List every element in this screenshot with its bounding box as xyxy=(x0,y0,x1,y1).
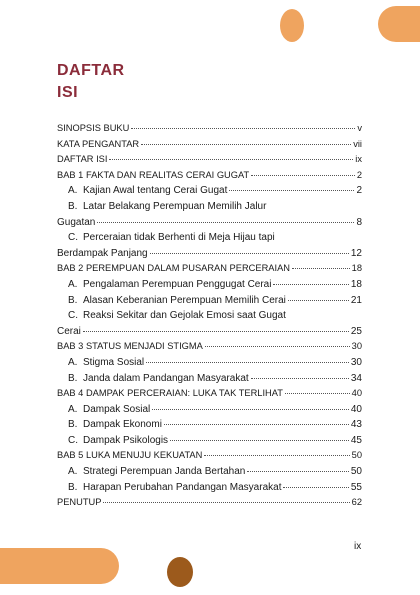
toc-entry[interactable] xyxy=(57,357,362,373)
toc-entry[interactable] xyxy=(57,373,362,389)
page-title xyxy=(57,60,125,104)
toc-dot-leader xyxy=(131,128,355,129)
toc-entry-letter: C. xyxy=(68,434,78,446)
toc-row xyxy=(57,404,362,420)
toc-dot-leader xyxy=(229,190,354,191)
title-line-2: ISI xyxy=(57,84,79,101)
toc-dot-leader xyxy=(247,471,349,472)
toc-entry[interactable] xyxy=(57,404,362,420)
toc-entry[interactable] xyxy=(57,185,362,201)
toc-entry[interactable] xyxy=(57,450,362,466)
toc-entry-label: Gugatan xyxy=(57,216,96,228)
page-number: ix xyxy=(354,541,362,552)
toc-dot-leader xyxy=(283,487,348,488)
toc-entry-label: BAB 2 PEREMPUAN DALAM PUSARAN PERCERAIAN xyxy=(57,263,290,274)
toc-entry-letter: A. xyxy=(68,403,78,415)
toc-row xyxy=(57,497,362,513)
toc-entry-label: Pengalaman Perempuan Penggugat Cerai xyxy=(83,278,272,290)
toc-entry-letter: B. xyxy=(68,372,78,384)
toc-entry[interactable] xyxy=(57,232,362,248)
decorative-pill-top-right xyxy=(378,6,420,42)
toc-row xyxy=(57,326,362,342)
toc-entry[interactable] xyxy=(57,482,362,498)
toc-dot-leader xyxy=(205,346,350,347)
toc-row xyxy=(57,123,362,139)
toc-entry[interactable] xyxy=(57,326,362,342)
toc-entry-label: DAFTAR ISI xyxy=(57,154,108,165)
toc-dot-leader xyxy=(97,222,354,223)
toc-entry-label: Latar Belakang Perempuan Memilih Jalur xyxy=(83,200,267,212)
toc-dot-leader xyxy=(251,378,349,379)
toc-entry-page: 50 xyxy=(350,466,362,478)
toc-entry-letter: B. xyxy=(68,200,78,212)
toc-row xyxy=(57,154,362,170)
toc-entry[interactable] xyxy=(57,341,362,357)
toc-row xyxy=(57,341,362,357)
toc-entry-label: Cerai xyxy=(57,325,81,337)
title-line-1: DAFTAR xyxy=(57,62,125,79)
toc-entry-page: 62 xyxy=(351,497,362,508)
toc-entry[interactable] xyxy=(57,263,362,279)
toc-entry-label: BAB 1 FAKTA DAN REALITAS CERAI GUGAT xyxy=(57,169,250,180)
toc-row xyxy=(57,357,362,373)
toc-dot-leader xyxy=(152,409,349,410)
toc-entry[interactable] xyxy=(57,310,362,326)
toc-entry-page: 43 xyxy=(350,419,362,431)
toc-dot-leader xyxy=(103,502,349,503)
toc-entry[interactable] xyxy=(57,497,362,513)
toc-entry-label: Stigma Sosial xyxy=(83,356,145,368)
toc-entry-label: Strategi Perempuan Janda Bertahan xyxy=(83,466,246,478)
toc-entry-label: Perceraian tidak Berhenti di Meja Hijau tapi xyxy=(83,232,275,244)
toc-entry-letter: A. xyxy=(68,466,78,478)
toc-row xyxy=(57,248,362,264)
toc-entry-label: Janda dalam Pandangan Masyarakat xyxy=(83,372,249,384)
toc-entry[interactable] xyxy=(57,170,362,186)
toc-entry-label: KATA PENGANTAR xyxy=(57,138,140,149)
toc-entry-letter: A. xyxy=(68,278,78,290)
toc-entry[interactable] xyxy=(57,154,362,170)
toc-row xyxy=(57,139,362,155)
toc-entry-letter: B. xyxy=(68,419,78,431)
toc-entry-page: 50 xyxy=(351,450,362,461)
toc-row xyxy=(57,201,362,217)
toc-row xyxy=(57,466,362,482)
toc-dot-leader xyxy=(146,362,349,363)
toc-entry[interactable] xyxy=(57,295,362,311)
toc-entry[interactable] xyxy=(57,388,362,404)
toc-dot-leader xyxy=(288,300,349,301)
toc-dot-leader xyxy=(83,331,349,332)
toc-row xyxy=(57,435,362,451)
toc-row xyxy=(57,388,362,404)
toc-entry-page: vii xyxy=(353,138,362,149)
toc-entry-page: 30 xyxy=(350,356,362,368)
toc-entry-page: 8 xyxy=(356,216,362,228)
toc-dot-leader xyxy=(273,284,348,285)
toc-dot-leader xyxy=(285,393,350,394)
toc-entry-page: 2 xyxy=(356,185,362,197)
toc-entry-letter: B. xyxy=(68,481,78,493)
toc-dot-leader xyxy=(150,253,349,254)
toc-entry[interactable] xyxy=(57,279,362,295)
toc-dot-leader xyxy=(141,144,351,145)
toc-entry-page: 25 xyxy=(350,325,362,337)
toc-entry[interactable] xyxy=(57,123,362,139)
toc-entry-page: ix xyxy=(355,154,362,165)
toc-dot-leader xyxy=(292,268,350,269)
toc-entry-label: BAB 3 STATUS MENJADI STIGMA xyxy=(57,341,203,352)
toc-row xyxy=(57,185,362,201)
toc-entry-page: 2 xyxy=(356,169,362,180)
toc-entry-label: Alasan Keberanian Perempuan Memilih Cerai xyxy=(83,294,286,306)
toc-row xyxy=(57,232,362,248)
toc-entry-label: Harapan Perubahan Pandangan Masyarakat xyxy=(83,481,282,493)
toc-entry[interactable] xyxy=(57,217,362,233)
decorative-dot-bottom xyxy=(167,557,193,587)
toc-entry-page: 18 xyxy=(351,263,362,274)
toc-dot-leader xyxy=(251,175,355,176)
toc-entry-letter: C. xyxy=(68,232,78,244)
toc-entry-label: Dampak Sosial xyxy=(83,403,151,415)
toc-row xyxy=(57,279,362,295)
toc-entry-letter: A. xyxy=(68,356,78,368)
toc-entry-label: Dampak Psikologis xyxy=(83,434,169,446)
toc-row xyxy=(57,419,362,435)
toc-entry[interactable] xyxy=(57,201,362,217)
toc-entry-page: 12 xyxy=(350,247,362,259)
table-of-contents xyxy=(57,123,362,513)
toc-dot-leader xyxy=(170,440,349,441)
toc-entry-label: Dampak Ekonomi xyxy=(83,419,162,431)
toc-entry-label: Kajian Awal tentang Cerai Gugat xyxy=(83,185,228,197)
toc-entry[interactable] xyxy=(57,466,362,482)
toc-dot-leader xyxy=(109,159,353,160)
toc-row xyxy=(57,482,362,498)
toc-entry-page: 40 xyxy=(351,388,362,399)
toc-entry-letter: A. xyxy=(68,185,78,197)
toc-row xyxy=(57,310,362,326)
toc-entry-label: Reaksi Sekitar dan Gejolak Emosi saat Gugat xyxy=(83,310,286,322)
toc-entry-label: BAB 4 DAMPAK PERCERAIAN: LUKA TAK TERLIHAT xyxy=(57,388,283,399)
toc-entry-page: 45 xyxy=(350,434,362,446)
toc-dot-leader xyxy=(204,455,349,456)
toc-entry-label: BAB 5 LUKA MENUJU KEKUATAN xyxy=(57,450,203,461)
decorative-pill-bottom-left xyxy=(0,548,119,584)
toc-entry-page: 21 xyxy=(350,294,362,306)
toc-row xyxy=(57,373,362,389)
toc-entry[interactable] xyxy=(57,139,362,155)
toc-row xyxy=(57,450,362,466)
toc-row xyxy=(57,217,362,233)
toc-entry-page: 55 xyxy=(350,481,362,493)
toc-entry[interactable] xyxy=(57,435,362,451)
toc-entry[interactable] xyxy=(57,419,362,435)
toc-row xyxy=(57,170,362,186)
toc-dot-leader xyxy=(164,424,349,425)
toc-entry[interactable] xyxy=(57,248,362,264)
toc-entry-label: SINOPSIS BUKU xyxy=(57,123,130,133)
toc-entry-label: Berdampak Panjang xyxy=(57,247,148,259)
toc-entry-page: 30 xyxy=(351,341,362,352)
toc-entry-page: 18 xyxy=(350,278,362,290)
toc-row xyxy=(57,295,362,311)
toc-entry-page: 34 xyxy=(350,372,362,384)
decorative-oval-top xyxy=(280,9,304,42)
toc-entry-letter: B. xyxy=(68,294,78,306)
toc-entry-page: 40 xyxy=(350,403,362,415)
toc-entry-page: v xyxy=(357,123,362,133)
toc-entry-letter: C. xyxy=(68,310,78,322)
toc-row xyxy=(57,263,362,279)
toc-entry-label: PENUTUP xyxy=(57,497,102,508)
